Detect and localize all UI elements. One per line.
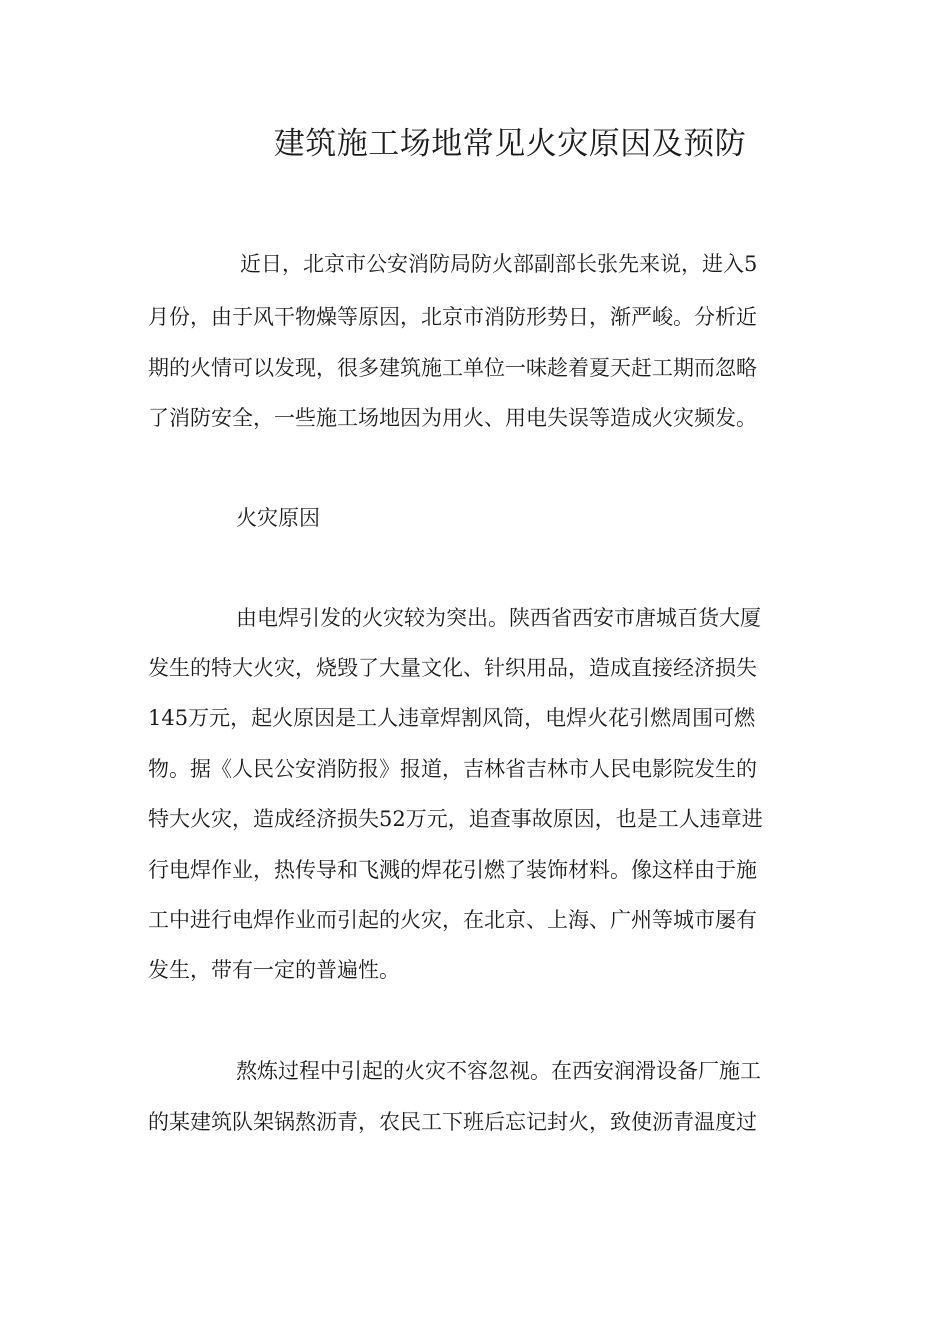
paragraph-3-line-1: 熬炼过程中引起的火灾不容忽视。在西安润滑设备厂施工 (236, 1059, 761, 1083)
paragraph-3-line-2: 的某建筑队架锅熬沥青，农民工下班后忘记封火，致使沥青温度过 (148, 1110, 757, 1134)
paragraph-1-line-1: 近日，北京市公安消防局防火部副部长张先来说，进入5 (240, 252, 758, 276)
paragraph-2-line-4: 物。据《人民公安消防报》报道，吉林省吉林市人民电影院发生的 (148, 757, 757, 781)
paragraph-1-line-2: 月份，由于风干物燥等原因，北京市消防形势日，渐严峻。分析近 (148, 305, 757, 329)
document-title: 建筑施工场地常见火灾原因及预防 (273, 126, 747, 162)
paragraph-2-line-8: 发生，带有一定的普遍性。 (148, 958, 400, 982)
paragraph-2-line-1: 由电焊引发的火灾较为突出。陕西省西安市唐城百货大厦 (236, 606, 761, 630)
paragraph-2-line-6: 行电焊作业，热传导和飞溅的焊花引燃了装饰材料。像这样由于施 (148, 858, 757, 882)
paragraph-1-line-4: 了消防安全，一些施工场地因为用火、用电失误等造成火灾频发。 (148, 406, 757, 430)
paragraph-2-line-3: 145万元，起火原因是工人违章焊割风筒，电焊火花引燃周围可燃 (148, 706, 756, 730)
paragraph-1-line-3: 期的火情可以发现，很多建筑施工单位一味趁着夏天赶工期而忽略 (148, 356, 757, 380)
section-heading: 火灾原因 (236, 506, 320, 530)
paragraph-2-line-2: 发生的特大火灾，烧毁了大量文化、针织用品，造成直接经济损失 (148, 656, 757, 680)
paragraph-2-line-7: 工中进行电焊作业而引起的火灾，在北京、上海、广州等城市屡有 (148, 908, 757, 932)
paragraph-2-line-5: 特大火灾，造成经济损失52万元，追查事故原因，也是工人违章进 (148, 807, 763, 831)
